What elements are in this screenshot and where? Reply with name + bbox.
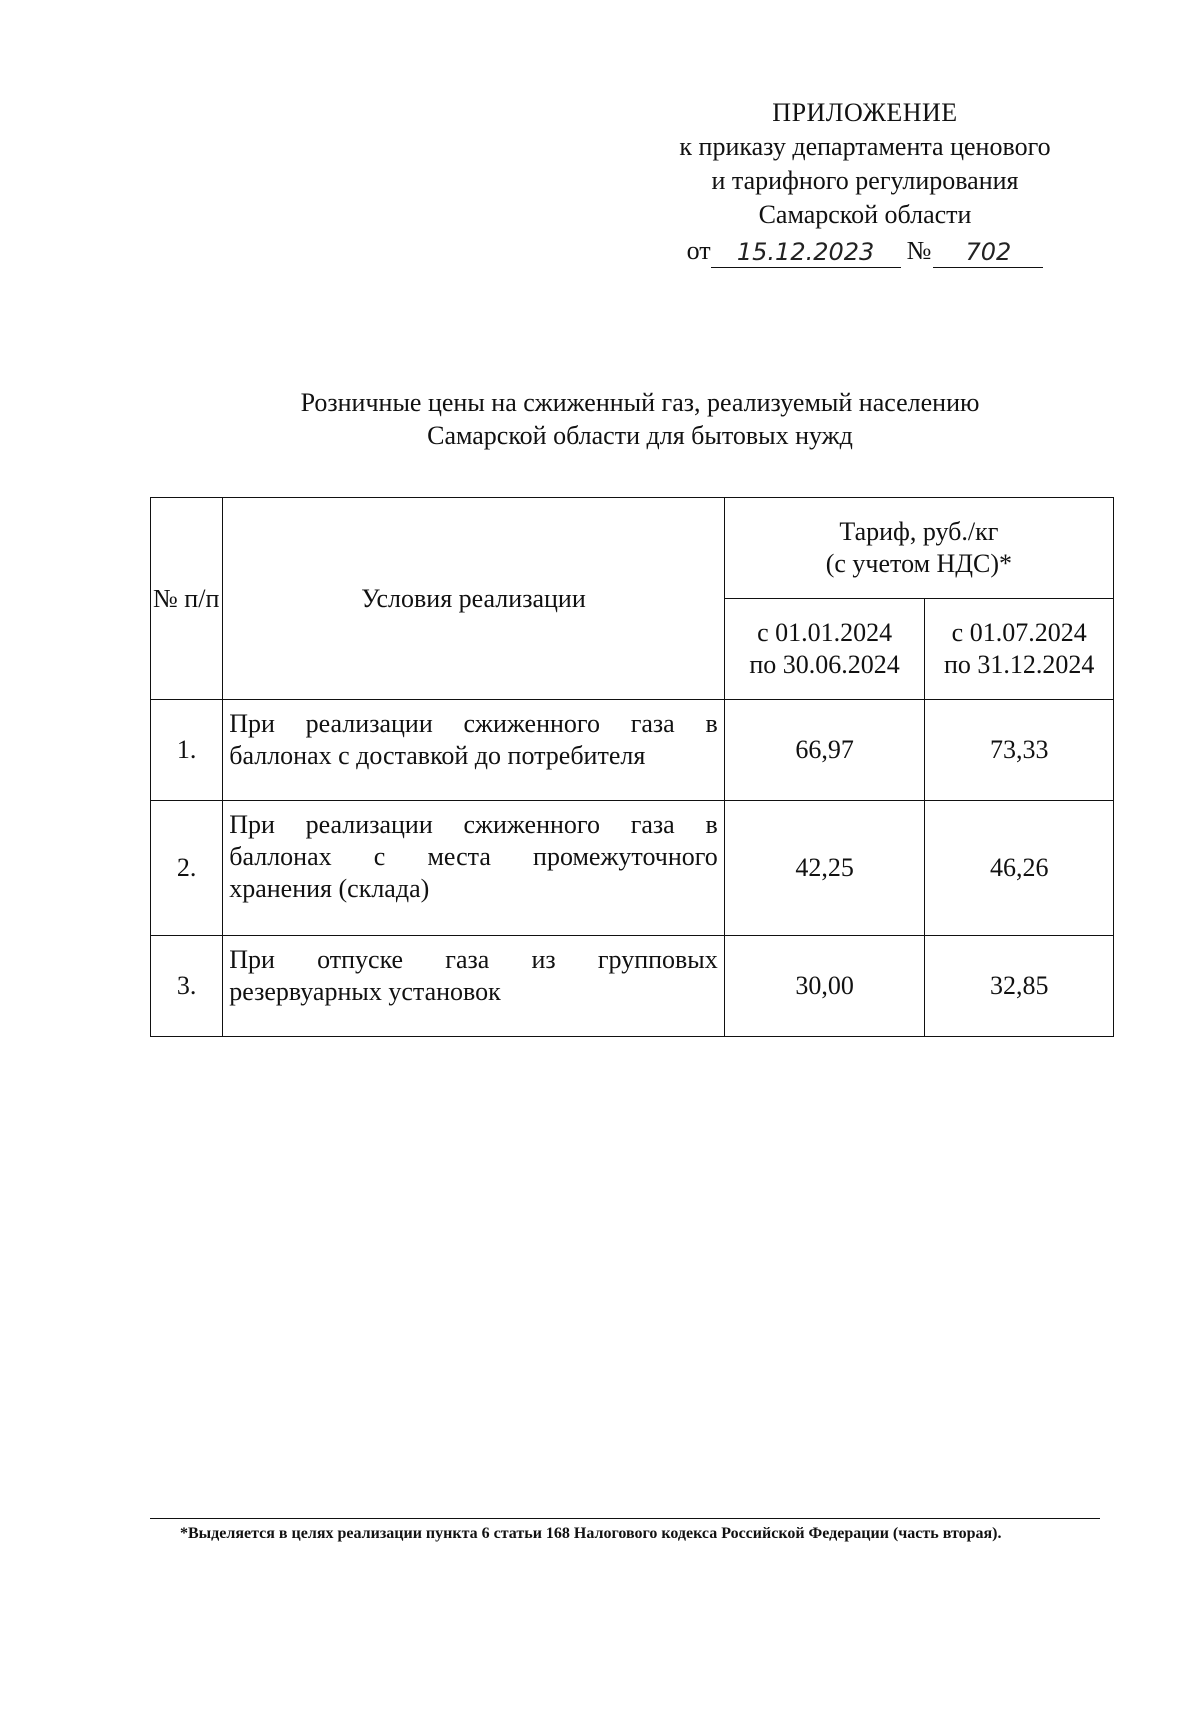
- table-header-row: [151, 498, 1114, 599]
- header-period-2-to: по 31.12.2024: [943, 650, 1095, 679]
- order-date: 15.12.2023: [711, 237, 901, 268]
- row-number: 3.: [151, 936, 223, 1037]
- document-title-line-2: Самарской области для бытовых нужд: [427, 421, 853, 450]
- row-price-period-2: 73,33: [925, 700, 1114, 801]
- row-number: 2.: [151, 801, 223, 936]
- header-period-2: [925, 599, 1114, 700]
- appendix-header: [640, 96, 1090, 268]
- header-tariff: [724, 498, 1113, 599]
- header-tariff-line-2: (с учетом НДС)*: [825, 549, 1013, 578]
- header-period-2-from: с 01.07.2024: [951, 618, 1087, 647]
- row-price-period-1: 42,25: [724, 801, 925, 936]
- appendix-line-3: Самарской области: [758, 200, 972, 229]
- row-number: 1.: [151, 700, 223, 801]
- footnote: *Выделяется в целях реализации пункта 6 статьи 168 Налогового кодекса Российской Федерации (часть вторая).: [180, 1525, 1002, 1542]
- row-price-period-2: 32,85: [925, 936, 1114, 1037]
- document-title-line-1: Розничные цены на сжиженный газ, реализуемый населению: [300, 388, 980, 417]
- order-number: 702: [933, 237, 1043, 268]
- header-conditions: Условия реализации: [223, 498, 725, 700]
- header-period-1: [724, 599, 925, 700]
- header-period-1-from: с 01.01.2024: [757, 618, 893, 647]
- order-reference: [640, 234, 1090, 268]
- header-period-1-to: по 30.06.2024: [749, 650, 900, 679]
- table-row: [151, 700, 1114, 801]
- footnote-divider: [150, 1518, 1100, 1519]
- document-title: [150, 386, 1130, 452]
- header-tariff-line-1: Тариф, руб./кг: [839, 517, 999, 546]
- order-date-prefix: от: [686, 236, 711, 265]
- table-row: [151, 801, 1114, 936]
- appendix-line-2: и тарифного регулирования: [711, 166, 1019, 195]
- appendix-title: ПРИЛОЖЕНИЕ: [772, 98, 958, 127]
- row-price-period-2: 46,26: [925, 801, 1114, 936]
- row-price-period-1: 30,00: [724, 936, 925, 1037]
- row-price-period-1: 66,97: [724, 700, 925, 801]
- appendix-line-1: к приказу департамента ценового: [679, 132, 1051, 161]
- table-row: [151, 936, 1114, 1037]
- row-condition: При отпуске газа из групповых резервуарных установок: [223, 936, 725, 1037]
- row-condition: При реализации сжиженного газа в баллонах с места промежуточного хранения (склада): [223, 801, 725, 936]
- order-number-sign: №: [906, 236, 932, 265]
- row-condition: При реализации сжиженного газа в баллонах с доставкой до потребителя: [223, 700, 725, 801]
- tariff-table: [150, 497, 1114, 1037]
- header-number: № п/п: [151, 498, 223, 700]
